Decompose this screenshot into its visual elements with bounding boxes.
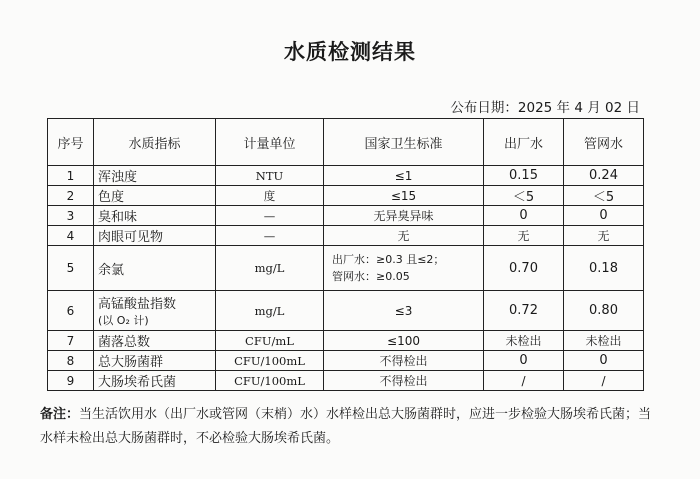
row-no: 6 — [48, 291, 94, 331]
row-network: 0.24 — [564, 166, 644, 186]
results-table — [47, 118, 644, 391]
row-factory: 0 — [484, 206, 564, 226]
header-factory-water: 出厂水 — [484, 119, 564, 166]
row-no: 9 — [48, 371, 94, 391]
row-no: 4 — [48, 226, 94, 246]
row-network: 0 — [564, 351, 644, 371]
row-factory: 0.15 — [484, 166, 564, 186]
row-indicator: 余氯 — [94, 246, 216, 291]
table-header-row — [48, 119, 644, 166]
row-standard: 无异臭异味 — [324, 206, 484, 226]
row-indicator — [94, 291, 216, 331]
row-factory: 0 — [484, 351, 564, 371]
table-row — [48, 371, 644, 391]
row-unit: CFU/100mL — [216, 371, 324, 391]
row-unit: 度 — [216, 186, 324, 206]
row-no: 2 — [48, 186, 94, 206]
header-indicator: 水质指标 — [94, 119, 216, 166]
row-no: 7 — [48, 331, 94, 351]
row-unit: NTU — [216, 166, 324, 186]
row-indicator: 臭和味 — [94, 206, 216, 226]
table-row — [48, 331, 644, 351]
table-row — [48, 166, 644, 186]
row-network: / — [564, 371, 644, 391]
row-factory: / — [484, 371, 564, 391]
header-standard: 国家卫生标准 — [324, 119, 484, 166]
row-indicator: 肉眼可见物 — [94, 226, 216, 246]
row-standard: 不得检出 — [324, 371, 484, 391]
header-unit: 计量单位 — [216, 119, 324, 166]
publish-date: 公布日期：2025 年 4 月 02 日 — [450, 100, 640, 116]
row-standard: 不得检出 — [324, 351, 484, 371]
indicator-name: 高锰酸盐指数 — [98, 297, 177, 312]
row-network: 无 — [564, 226, 644, 246]
footnote-label: 备注： — [40, 407, 80, 422]
row-standard: 无 — [324, 226, 484, 246]
row-network: 0.80 — [564, 291, 644, 331]
row-factory: 未检出 — [484, 331, 564, 351]
row-unit: mg/L — [216, 291, 324, 331]
row-unit: — — [216, 226, 324, 246]
row-standard: ≤3 — [324, 291, 484, 331]
row-indicator: 浑浊度 — [94, 166, 216, 186]
footnote-text: 当生活饮用水（出厂水或管网（末梢）水）水样检出总大肠菌群时，应进一步检验大肠埃希氏菌；当水样未检出总大肠菌群时，不必检验大肠埃希氏菌。 — [40, 407, 652, 446]
row-unit: mg/L — [216, 246, 324, 291]
table-row — [48, 351, 644, 371]
page-title: 水质检测结果 — [284, 40, 416, 64]
row-unit: CFU/mL — [216, 331, 324, 351]
standard-line-factory: 出厂水：≥0.3 且≤2； — [332, 253, 445, 266]
row-factory: 0.72 — [484, 291, 564, 331]
row-standard: ≤1 — [324, 166, 484, 186]
row-network: ＜5 — [564, 186, 644, 206]
row-no: 8 — [48, 351, 94, 371]
table-row — [48, 206, 644, 226]
row-network: 未检出 — [564, 331, 644, 351]
row-standard: ≤15 — [324, 186, 484, 206]
row-factory: 0.70 — [484, 246, 564, 291]
row-indicator: 菌落总数 — [94, 331, 216, 351]
row-indicator: 色度 — [94, 186, 216, 206]
row-unit: — — [216, 206, 324, 226]
row-indicator: 大肠埃希氏菌 — [94, 371, 216, 391]
row-no: 1 — [48, 166, 94, 186]
header-no: 序号 — [48, 119, 94, 166]
row-factory: 无 — [484, 226, 564, 246]
indicator-sub: (以 O₂ 计) — [98, 314, 149, 327]
table-row — [48, 291, 644, 331]
row-no: 3 — [48, 206, 94, 226]
row-network: 0.18 — [564, 246, 644, 291]
row-no: 5 — [48, 246, 94, 291]
footnote — [40, 403, 660, 451]
row-unit: CFU/100mL — [216, 351, 324, 371]
table-row — [48, 246, 644, 291]
standard-line-network: 管网水：≥0.05 — [332, 270, 410, 283]
header-network-water: 管网水 — [564, 119, 644, 166]
table-row — [48, 226, 644, 246]
row-network: 0 — [564, 206, 644, 226]
row-standard — [324, 246, 484, 291]
row-standard: ≤100 — [324, 331, 484, 351]
row-indicator: 总大肠菌群 — [94, 351, 216, 371]
table-row — [48, 186, 644, 206]
row-factory: ＜5 — [484, 186, 564, 206]
